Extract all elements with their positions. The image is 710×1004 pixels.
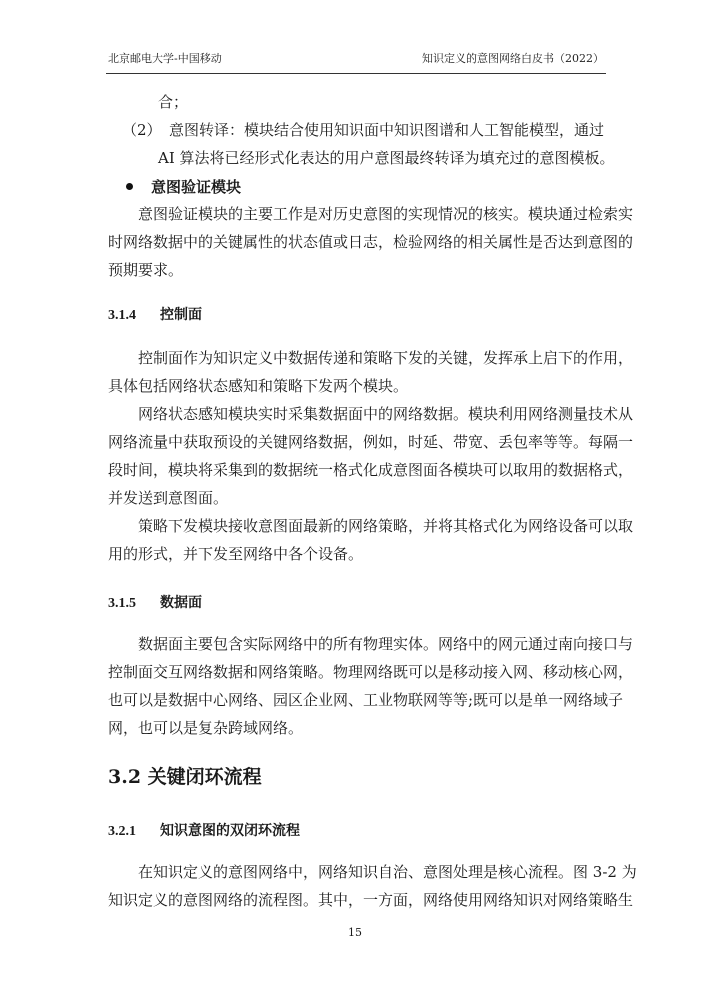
header-left: 北京邮电大学-中国移动 xyxy=(108,52,222,65)
sense-paragraph: 网络状态感知模块实时采集数据面中的网络数据。模块利用网络测量技术从 网络流量中获取预设的关键网络数据，例如，时延、带宽、丢包率等等。每隔一 段时间，模块将采集到的数据统一格式化成意图面各模块可以取用的数据格式， 并发送到意图面。 xyxy=(108,405,634,507)
data-paragraph: 数据面主要包含实际网络中的所有物理实体。网络中的网元通过南向接口与 控制面交互网络数据和网络策略。物理网络既可以是移动接入网、移动核心网， 也可以是数据中心网络、园区企业网、工业物联网等等;既可以是单一网络域子 网，也可以是复杂跨域网络。 xyxy=(108,635,634,737)
section-3-2-1-heading xyxy=(108,820,300,840)
section-number: 3.1.4 xyxy=(108,308,136,323)
policy-paragraph: 策略下发模块接收意图面最新的网络策略，并将其格式化为网络设备可以取 用的形式，并下发至网络中各个设备。 xyxy=(108,517,634,563)
continuation-line: 合； xyxy=(158,93,189,111)
flow-paragraph: 在知识定义的意图网络中，网络知识自治、意图处理是核心流程。图 3-2 为 知识定义的意图网络的流程图。其中，一方面，网络使用网络知识对网络策略生 xyxy=(108,863,637,909)
list-item-2-line-2: AI 算法将已经形式化表达的用户意图最终转译为填充过的意图模板。 xyxy=(158,149,615,167)
page-number: 15 xyxy=(348,926,362,939)
list-item-2-line-1: （2） 意图转译：模块结合使用知识面中知识图谱和人工智能模型，通过 xyxy=(122,121,605,139)
section-title: 知识意图的双闭环流程 xyxy=(160,823,300,839)
section-3-2-heading: 3.2 关键闭环流程 xyxy=(108,766,262,788)
section-title: 控制面 xyxy=(160,307,202,323)
section-number: 3.1.5 xyxy=(108,596,136,611)
header-rule xyxy=(106,73,606,74)
section-title: 数据面 xyxy=(160,595,202,611)
section-number: 3.2.1 xyxy=(108,824,136,839)
list-item-2 xyxy=(122,116,615,172)
bullet-title: 意图验证模块 xyxy=(151,178,242,196)
verify-paragraph: 意图验证模块的主要工作是对历史意图的实现情况的核实。模块通过检索实 时网络数据中的关键属性的状态值或日志，检验网络的相关属性是否达到意图的 预期要求。 xyxy=(108,205,634,279)
bullet-dot-icon xyxy=(126,183,133,190)
control-paragraph: 控制面作为知识定义中数据传递和策略下发的关键，发挥承上启下的作用， 具体包括网络状态感知和策略下发两个模块。 xyxy=(108,349,634,395)
section-3-1-4-heading xyxy=(108,304,202,324)
bullet-heading xyxy=(126,176,241,197)
section-3-1-5-heading xyxy=(108,592,202,612)
header-right: 知识定义的意图网络白皮书（2022） xyxy=(422,52,604,65)
